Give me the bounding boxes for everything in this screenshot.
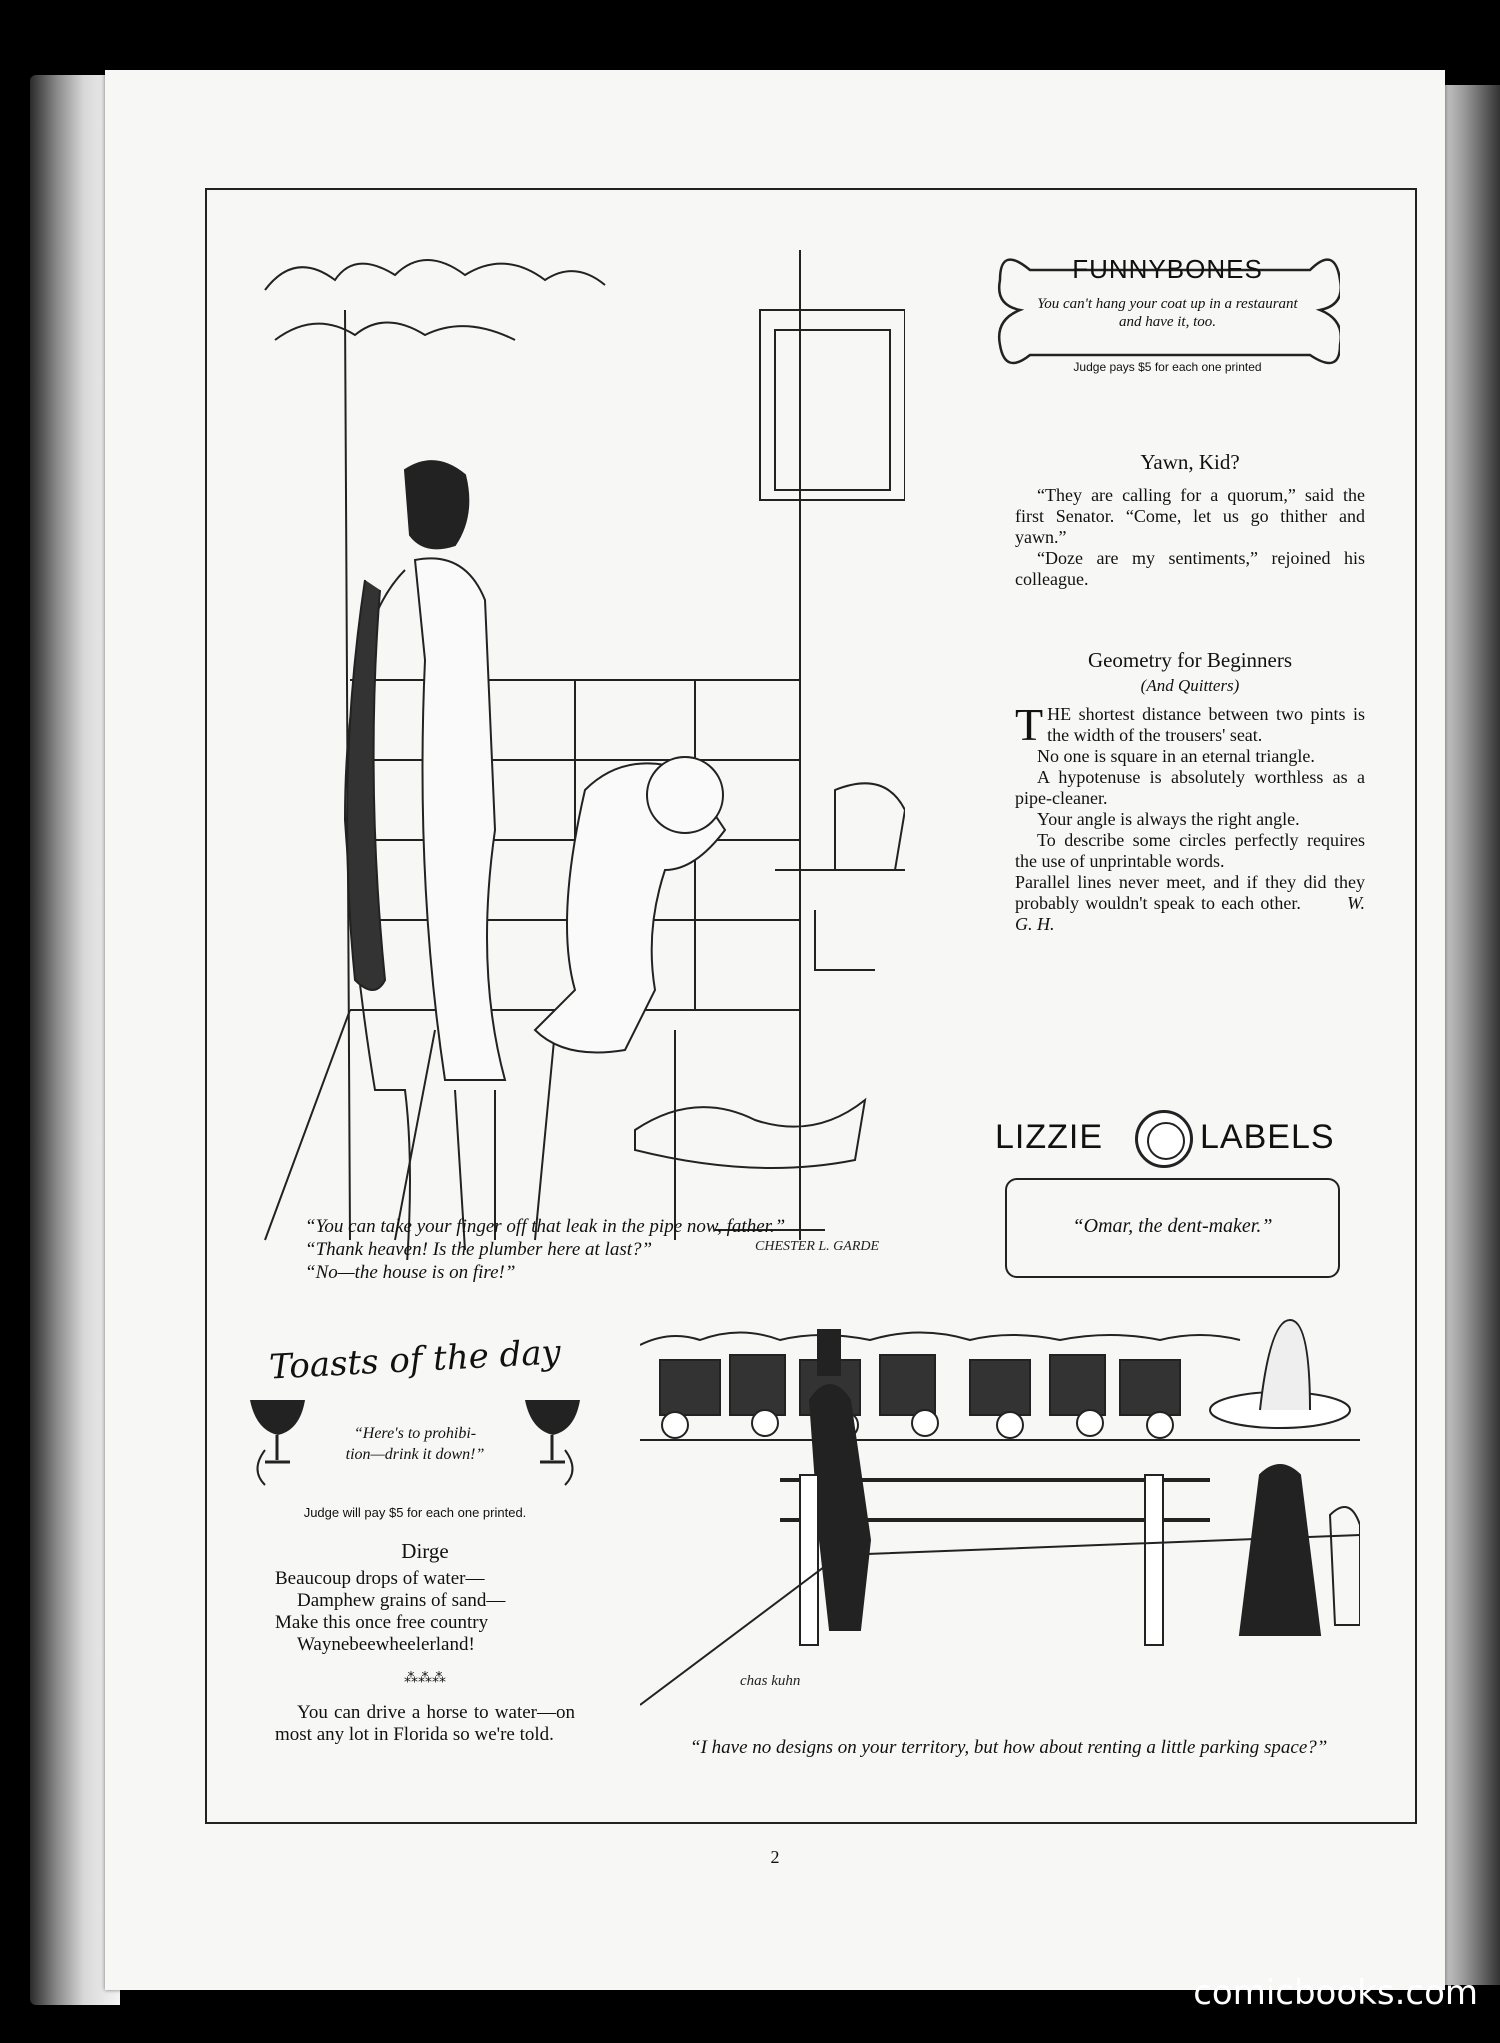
funnybones-footer: Judge pays $5 for each one printed bbox=[1073, 360, 1262, 374]
glass-right-icon bbox=[515, 1390, 585, 1490]
watermark: comicbooks.com bbox=[1193, 1973, 1478, 2013]
caption-line-1: “You can take your finger off that leak in the pipe now, father.” bbox=[305, 1216, 786, 1237]
funnybones-box bbox=[995, 240, 1340, 385]
dirge-title: Dirge bbox=[401, 1539, 449, 1563]
dirge-line-4: Waynebeewheelerland! bbox=[297, 1634, 475, 1655]
dirge-joke: You can drive a horse to water—on most any lot in Florida so we're told. bbox=[275, 1702, 575, 1745]
toasts-line-1: “Here's to prohibi- bbox=[353, 1425, 477, 1442]
yawn-kid-article bbox=[1015, 452, 1365, 590]
geometry-paragraph-2: A hypotenuse is absolutely worthless as a pipe-cleaner. bbox=[1015, 767, 1365, 808]
yawn-kid-title: Yawn, Kid? bbox=[1140, 450, 1240, 474]
geometry-title: Geometry for Beginners bbox=[1087, 648, 1293, 672]
dirge-poem bbox=[275, 1540, 575, 1746]
dirge-line-2: Damphew grains of sand— bbox=[297, 1590, 506, 1611]
geometry-subtitle: (And Quitters) bbox=[1140, 676, 1240, 695]
magazine-page bbox=[105, 70, 1445, 1990]
geometry-dropcap: T bbox=[1015, 699, 1044, 750]
caption-line-2: “Thank heaven! Is the plumber here at last?” bbox=[305, 1239, 653, 1260]
geometry-signature: W. G. H. bbox=[1015, 893, 1366, 934]
lizzie-labels-title-right: LABELS bbox=[1200, 1118, 1335, 1156]
lizzie-labels-title-left: LIZZIE bbox=[995, 1118, 1104, 1156]
parking-cartoon-caption: “I have no designs on your territory, but how about renting a little parking space?” bbox=[690, 1737, 1328, 1758]
geometry-paragraph-5: Parallel lines never meet, and if they did they probably wouldn't speak to each other. bbox=[1015, 872, 1365, 913]
toasts-title: Toasts of the day bbox=[268, 1332, 562, 1388]
page-number: 2 bbox=[770, 1847, 780, 1867]
geometry-paragraph-1: No one is square in an eternal triangle. bbox=[1037, 746, 1315, 766]
plumber-cartoon-caption bbox=[305, 1215, 905, 1284]
geometry-paragraph-3: Your angle is always the right angle. bbox=[1037, 809, 1300, 829]
lizzie-labels-box bbox=[995, 1110, 1340, 1305]
plumber-cartoon-illustration bbox=[255, 230, 905, 1260]
funnybones-joke: You can't hang your coat up in a restaurant and have it, too. bbox=[1037, 296, 1298, 330]
toasts-box bbox=[245, 1332, 585, 1525]
toasts-footer: Judge will pay $5 for each one printed. bbox=[303, 1505, 527, 1520]
yawn-kid-paragraph-1: “They are calling for a quorum,” said the first Senator. “Come, let us go thither and yawn.” bbox=[1015, 485, 1365, 547]
geometry-paragraph-4: To describe some circles perfectly requires the use of unprintable words. bbox=[1015, 830, 1365, 871]
parking-cartoon-illustration bbox=[640, 1315, 1360, 1710]
caption-line-3: “No—the house is on fire!” bbox=[305, 1262, 516, 1283]
lizzie-labels-wheel-icon bbox=[1135, 1110, 1193, 1168]
dirge-separator: ⁂⁂⁂ bbox=[404, 1671, 446, 1686]
plumber-cartoon-signature: CHESTER L. GARDE bbox=[755, 1239, 880, 1254]
geometry-first-word: HE bbox=[1047, 704, 1072, 724]
geometry-article bbox=[1015, 650, 1365, 935]
yawn-kid-paragraph-2: “Doze are my sentiments,” rejoined his colleague. bbox=[1015, 548, 1365, 589]
funnybones-title: FUNNYBONES bbox=[1072, 254, 1263, 284]
dirge-line-3: Make this once free country bbox=[275, 1612, 489, 1633]
geometry-first-line: shortest distance between two pints is the width of the trousers' seat. bbox=[1047, 704, 1365, 745]
toasts-line-2: tion—drink it down!” bbox=[345, 1446, 485, 1463]
dirge-line-1: Beaucoup drops of water— bbox=[275, 1568, 485, 1589]
glass-left-icon bbox=[245, 1390, 315, 1490]
lizzie-labels-text: “Omar, the dent-maker.” bbox=[1072, 1215, 1273, 1237]
book-right-edge bbox=[1440, 85, 1500, 1985]
parking-cartoon-signature: chas kuhn bbox=[740, 1673, 801, 1689]
